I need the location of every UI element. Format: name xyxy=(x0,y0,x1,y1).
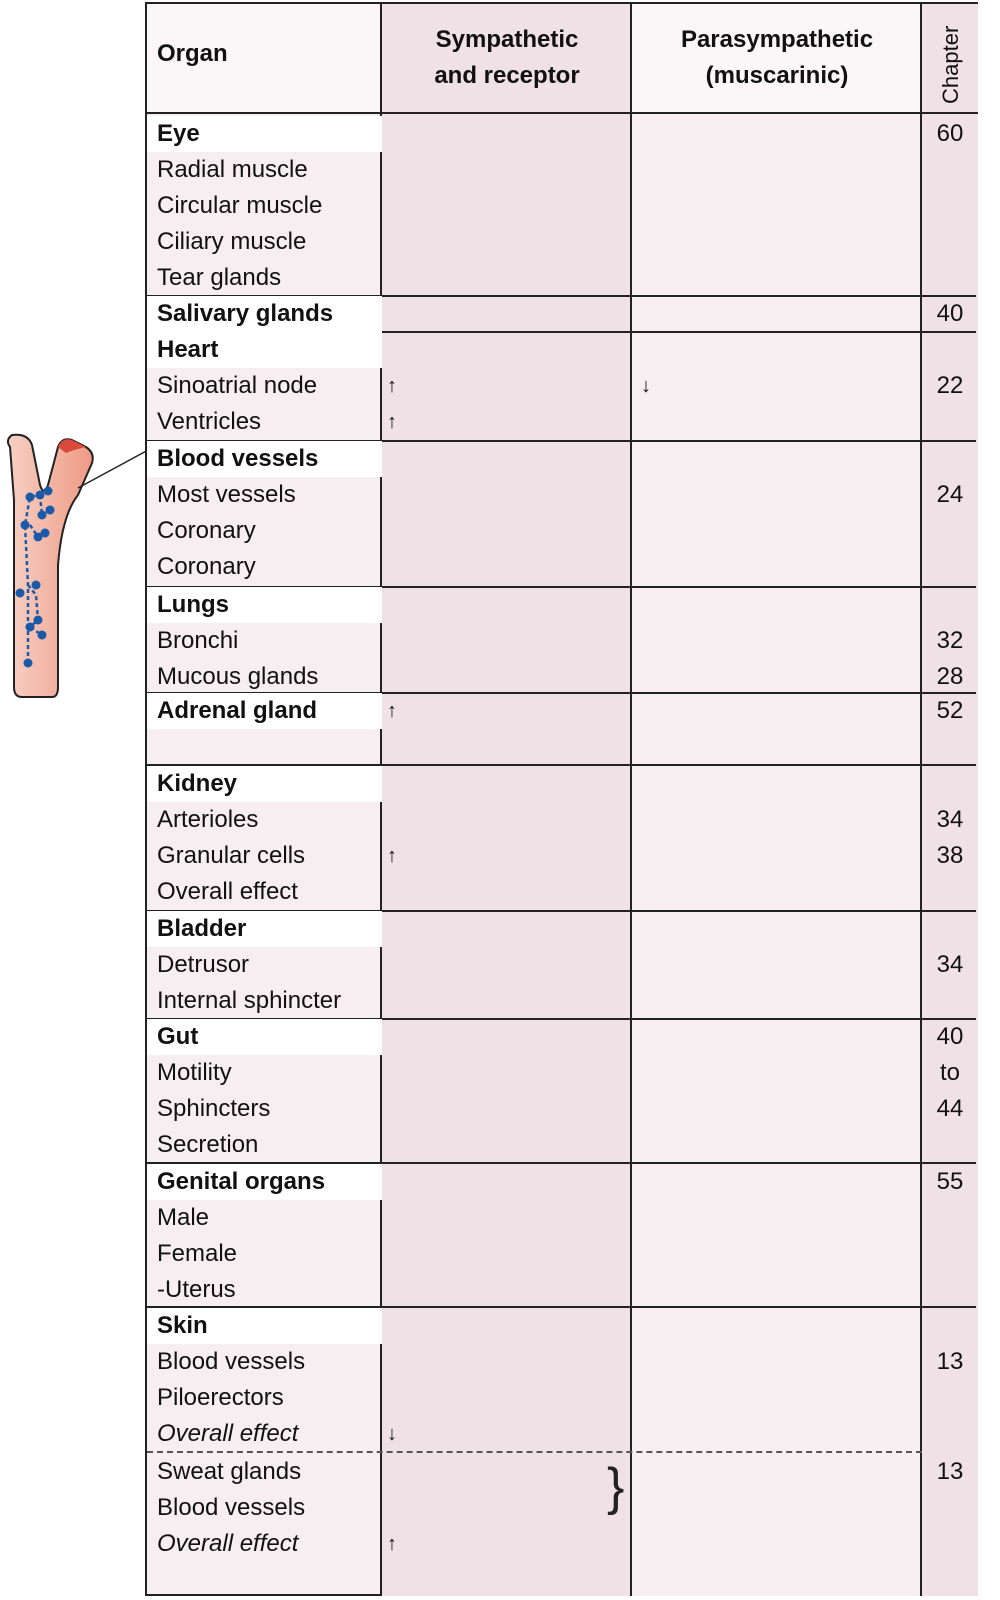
row-label: Sphincters xyxy=(157,1095,271,1122)
row-label: Bronchi xyxy=(157,627,239,654)
chapter-number: 40 xyxy=(936,1023,964,1050)
header-parasympathetic-line2: (muscarinic) xyxy=(705,62,849,89)
chapter-number: 34 xyxy=(936,951,964,978)
brace-icon: } xyxy=(607,1458,625,1516)
chapter-number: 22 xyxy=(936,372,964,399)
row-label: Tear glands xyxy=(157,264,282,291)
chapter-number: 13 xyxy=(936,1348,964,1375)
header-sympathetic-line1: Sympathetic xyxy=(435,26,579,53)
row-label: Most vessels xyxy=(157,481,296,508)
header-organ-label: Organ xyxy=(157,40,228,67)
section-title-bladder: Bladder xyxy=(147,911,382,947)
chapter-number: 52 xyxy=(936,697,964,724)
chapter-number: 44 xyxy=(936,1095,964,1122)
chapter-number: 24 xyxy=(936,481,964,508)
row-label: Motility xyxy=(157,1059,232,1086)
row-label: Granular cells xyxy=(157,842,306,869)
section-title-heart: Heart xyxy=(147,332,382,368)
blood-vessel-illustration xyxy=(0,425,150,715)
row-label: -Uterus xyxy=(157,1276,236,1303)
chapter-number: 28 xyxy=(936,663,964,690)
row-label: Detrusor xyxy=(157,951,250,978)
header-sympathetic-line2: and receptor xyxy=(434,62,580,89)
row-label: Piloerectors xyxy=(157,1384,284,1411)
header-sympathetic xyxy=(382,4,632,114)
up-arrow-icon: ↑ xyxy=(387,700,397,722)
section-title-eye: Eye xyxy=(147,116,382,152)
section-title-kidney: Kidney xyxy=(147,766,382,802)
section-title-adrenal: Adrenal gland xyxy=(147,693,382,729)
row-label: Blood vessels xyxy=(157,1494,306,1521)
header-parasympathetic-line1: Parasympathetic xyxy=(680,26,874,53)
chapter-number: 38 xyxy=(936,842,964,869)
row-label: Female xyxy=(157,1240,238,1267)
up-arrow-icon: ↑ xyxy=(387,845,397,867)
row-label: Blood vessels xyxy=(157,1348,306,1375)
chapter-number: to xyxy=(939,1059,960,1086)
up-arrow-icon: ↑ xyxy=(387,411,397,433)
divider xyxy=(630,4,632,1596)
header-parasympathetic xyxy=(632,4,922,114)
section-title-gut: Gut xyxy=(147,1019,382,1055)
row-label: Circular muscle xyxy=(157,192,323,219)
section-title-genital: Genital organs xyxy=(147,1164,382,1200)
row-label: Radial muscle xyxy=(157,156,308,183)
down-arrow-icon: ↓ xyxy=(387,1423,397,1445)
row-label: Coronary xyxy=(157,517,256,544)
section-title-lungs: Lungs xyxy=(147,587,382,623)
row-label: Sinoatrial node xyxy=(157,372,318,399)
header-chapter xyxy=(922,4,978,114)
autonomic-effects-table xyxy=(145,2,978,1596)
row-label: Male xyxy=(157,1204,210,1231)
row-label: Ciliary muscle xyxy=(157,228,307,255)
chapter-number: 34 xyxy=(936,806,964,833)
chapter-number: 13 xyxy=(936,1458,964,1485)
section-title-blood-vessels: Blood vessels xyxy=(147,441,382,477)
row-label: Ventricles xyxy=(157,408,262,435)
up-arrow-icon: ↑ xyxy=(387,1533,397,1555)
parasympathetic-column xyxy=(632,114,922,1596)
sympathetic-column xyxy=(382,114,632,1596)
row-label: Coronary xyxy=(157,553,256,580)
row-label: Mucous glands xyxy=(157,663,319,690)
down-arrow-icon: ↓ xyxy=(641,375,651,397)
row-label: Arterioles xyxy=(157,806,259,833)
chapter-number: 60 xyxy=(936,120,964,147)
section-title-skin: Skin xyxy=(147,1308,382,1344)
row-label: Overall effect xyxy=(157,1420,299,1447)
row-label: Sweat glands xyxy=(157,1458,302,1485)
row-label: Overall effect xyxy=(157,1530,299,1557)
chapter-number: 40 xyxy=(936,300,964,327)
row-label: Overall effect xyxy=(157,878,298,905)
up-arrow-icon: ↑ xyxy=(387,375,397,397)
row-label: Internal sphincter xyxy=(157,987,342,1014)
header-organ xyxy=(147,4,382,114)
chapter-number: 32 xyxy=(936,627,964,654)
chapter-number: 55 xyxy=(936,1168,964,1195)
header-chapter-label: Chapter xyxy=(938,25,963,104)
section-title-salivary: Salivary glands xyxy=(147,296,382,332)
row-label: Secretion xyxy=(157,1131,259,1158)
